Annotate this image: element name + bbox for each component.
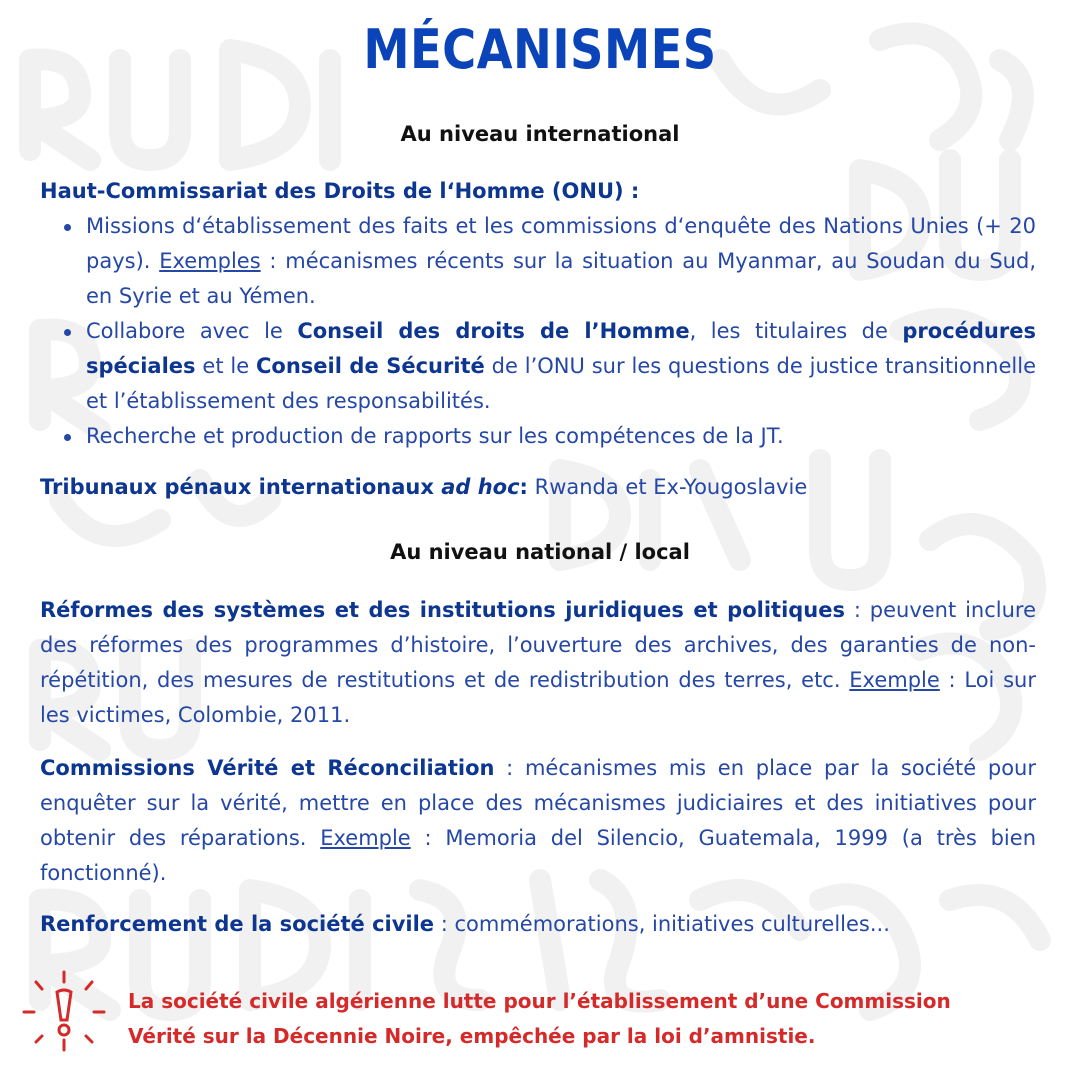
list-item — [40, 419, 1036, 454]
commissions-title: Commissions Vérité et Réconciliation — [40, 756, 495, 780]
reformes-title: Réformes des systèmes et des institutions juridiques et politiques — [40, 598, 845, 622]
reformes-paragraph — [40, 593, 1036, 733]
bold-term: Conseil des droits de l’Homme — [297, 319, 690, 343]
alert-message — [128, 984, 1068, 1054]
exclamation-icon — [22, 970, 112, 1060]
tribunaux-title: Tribunaux pénaux internationaux — [40, 475, 442, 499]
bullet-text: de l’ONU sur les questions de justice transitionnelle et l’établissement des responsabilités. — [86, 354, 1036, 413]
bullet-text: : mécanismes récents sur la situation au Myanmar, au Soudan du Sud, en Syrie et au Yémen. — [86, 249, 1036, 308]
societe-civile-line — [40, 907, 1036, 942]
example-link: Exemple — [849, 668, 940, 692]
bold-term: Conseil de Sécurité — [256, 354, 485, 378]
societe-text: : commémorations, initiatives culturelles... — [434, 912, 890, 936]
commissions-example: : Memoria del Silencio, Guatemala, 1999 (a très bien fonctionné). — [40, 826, 1036, 885]
bullet-text: , les titulaires de — [689, 319, 903, 343]
example-link: Exemple — [320, 826, 411, 850]
alert-line-2: Vérité sur la Décennie Noire, empêchée par la loi d’amnistie. — [128, 1024, 816, 1048]
list-item — [40, 314, 1036, 419]
alert-line-1: La société civile algérienne lutte pour l’établissement d’une Commission — [128, 989, 951, 1013]
hcdh-title: Haut-Commissariat des Droits de l‘Homme (ONU) : — [40, 179, 640, 203]
hcdh-bullet-list — [40, 209, 1036, 454]
tribunaux-line — [40, 470, 1036, 505]
commissions-text: : mécanismes mis en place par la société pour enquêter sur la vérité, mettre en place des mécanismes judiciaires et des initiatives pour obtenir des réparations. — [40, 756, 1036, 850]
page-title: MÉCANISMES — [363, 18, 717, 81]
commissions-paragraph — [40, 751, 1036, 891]
societe-title: Renforcement de la société civile — [40, 912, 435, 936]
bullet-text: Recherche et production de rapports sur les compétences de la JT. — [86, 424, 784, 448]
bold-term: procédures spéciales — [86, 319, 1036, 378]
bullet-text: et le — [195, 354, 257, 378]
tribunaux-text: Rwanda et Ex-Yougoslavie — [527, 475, 808, 499]
colon: : — [519, 475, 528, 499]
list-item — [40, 209, 1036, 314]
examples-link: Exemples — [159, 249, 261, 273]
international-heading: Au niveau international — [400, 122, 680, 146]
reformes-text: : peuvent inclure des réformes des programmes d’histoire, l’ouverture des archives, des garanties de non-répétition, des mesures de restitutions et de redistribution des terres, etc. — [40, 598, 1036, 692]
bullet-text: Collabore avec le — [86, 319, 298, 343]
ad-hoc-label: ad hoc — [441, 475, 520, 499]
national-heading: Au niveau national / local — [390, 540, 690, 564]
hcdh-section — [40, 174, 1036, 454]
reformes-example: : Loi sur les victimes, Colombie, 2011. — [40, 668, 1037, 727]
bullet-text: Missions d‘établissement des faits et les commissions d‘enquête des Nations Unies (+ 20 pays). — [86, 214, 1036, 273]
